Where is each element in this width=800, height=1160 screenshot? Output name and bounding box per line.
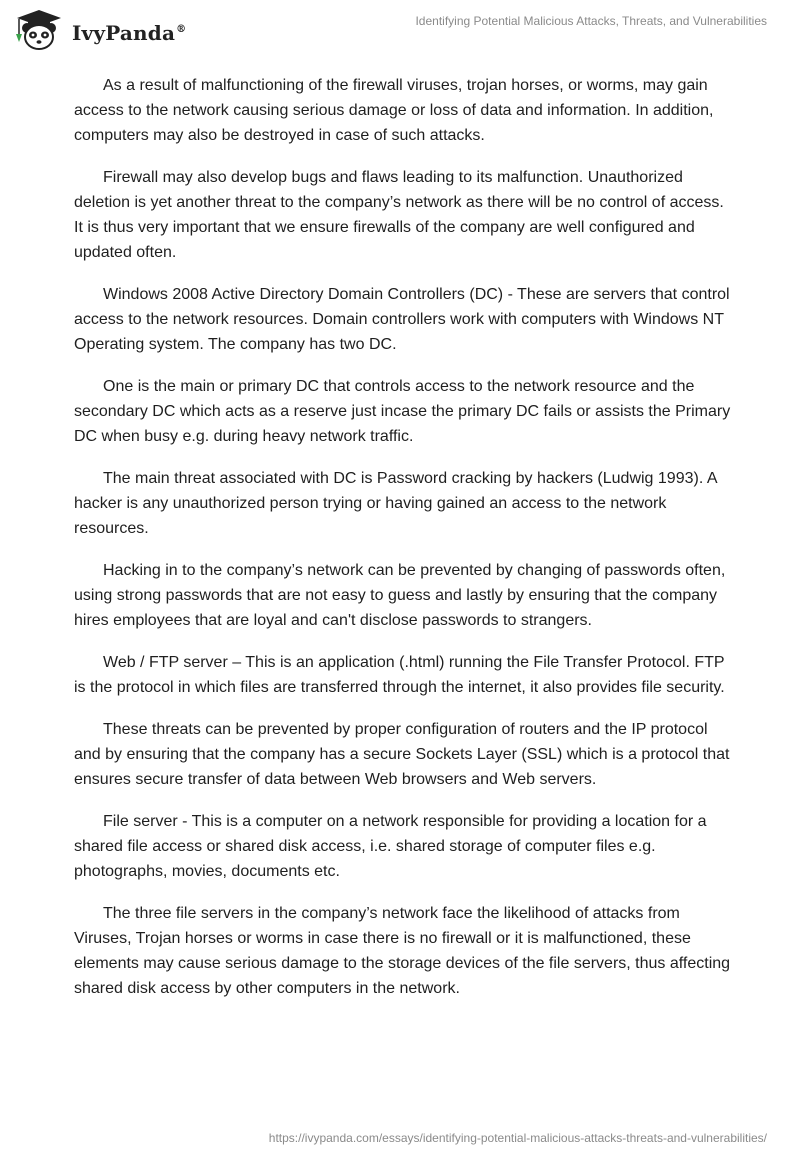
essay-body — [74, 73, 734, 1018]
panda-graduate-icon — [14, 8, 64, 52]
brand-text: IvyPanda — [72, 21, 176, 45]
paragraph: Windows 2008 Active Directory Domain Controllers (DC) - These are servers that control access to the network resources. Domain controllers work with computers with Windows NT Operating system. The company has two DC. — [74, 286, 730, 353]
page-header — [0, 0, 800, 60]
brand-name — [72, 21, 186, 45]
paragraph: Web / FTP server – This is an application (.html) running the File Transfer Protocol. FTP is the protocol in which files are transferred through the internet, it also provides file security. — [74, 654, 725, 696]
source-url-link[interactable]: https://ivypanda.com/essays/identifying-potential-malicious-attacks-threats-and-vulnerabilities/ — [268, 1131, 767, 1145]
registered-mark: ® — [176, 24, 187, 36]
paragraph: Firewall may also develop bugs and flaws leading to its malfunction. Unauthorized deletion is yet another threat to the company’s network as there will be no control of access. It is thus very important that we ensure firewalls of the company are well configured and updated often. — [74, 169, 724, 261]
paragraph: The main threat associated with DC is Password cracking by hackers (Ludwig 1993). A hacker is any unauthorized person trying or having gained an access to the network resources. — [74, 470, 717, 537]
paragraph: One is the main or primary DC that controls access to the network resource and the secondary DC which acts as a reserve just incase the primary DC fails or assists the Primary DC when busy e.g. during heavy network traffic. — [74, 378, 731, 445]
paragraph: As a result of malfunctioning of the firewall viruses, trojan horses, or worms, may gain access to the network causing serious damage or loss of data and information. In addition, computers may also be destroyed in case of such attacks. — [74, 77, 714, 144]
ivypanda-logo[interactable] — [14, 8, 186, 52]
paragraph: Hacking in to the company’s network can be prevented by changing of passwords often, using strong passwords that are not easy to guess and lastly by ensuring that the company hires employees that are loyal and can't disclose passwords to strangers. — [74, 562, 726, 629]
document-title: Identifying Potential Malicious Attacks, Threats, and Vulnerabilities — [415, 14, 767, 28]
paragraph: These threats can be prevented by proper configuration of routers and the IP protocol and by ensuring that the company has a secure Sockets Layer (SSL) which is a protocol that ensures secure transfer of data between Web browsers and Web servers. — [74, 721, 730, 788]
paragraph: The three file servers in the company’s network face the likelihood of attacks from Viruses, Trojan horses or worms in case there is no firewall or it is malfunctioned, these elements may cause serious damage to the storage devices of the file servers, thus affecting shared disk access by other computers in the network. — [74, 905, 731, 997]
paragraph: File server - This is a computer on a network responsible for providing a location for a shared file access or shared disk access, i.e. shared storage of computer files e.g. photographs, movies, documents etc. — [74, 813, 707, 880]
